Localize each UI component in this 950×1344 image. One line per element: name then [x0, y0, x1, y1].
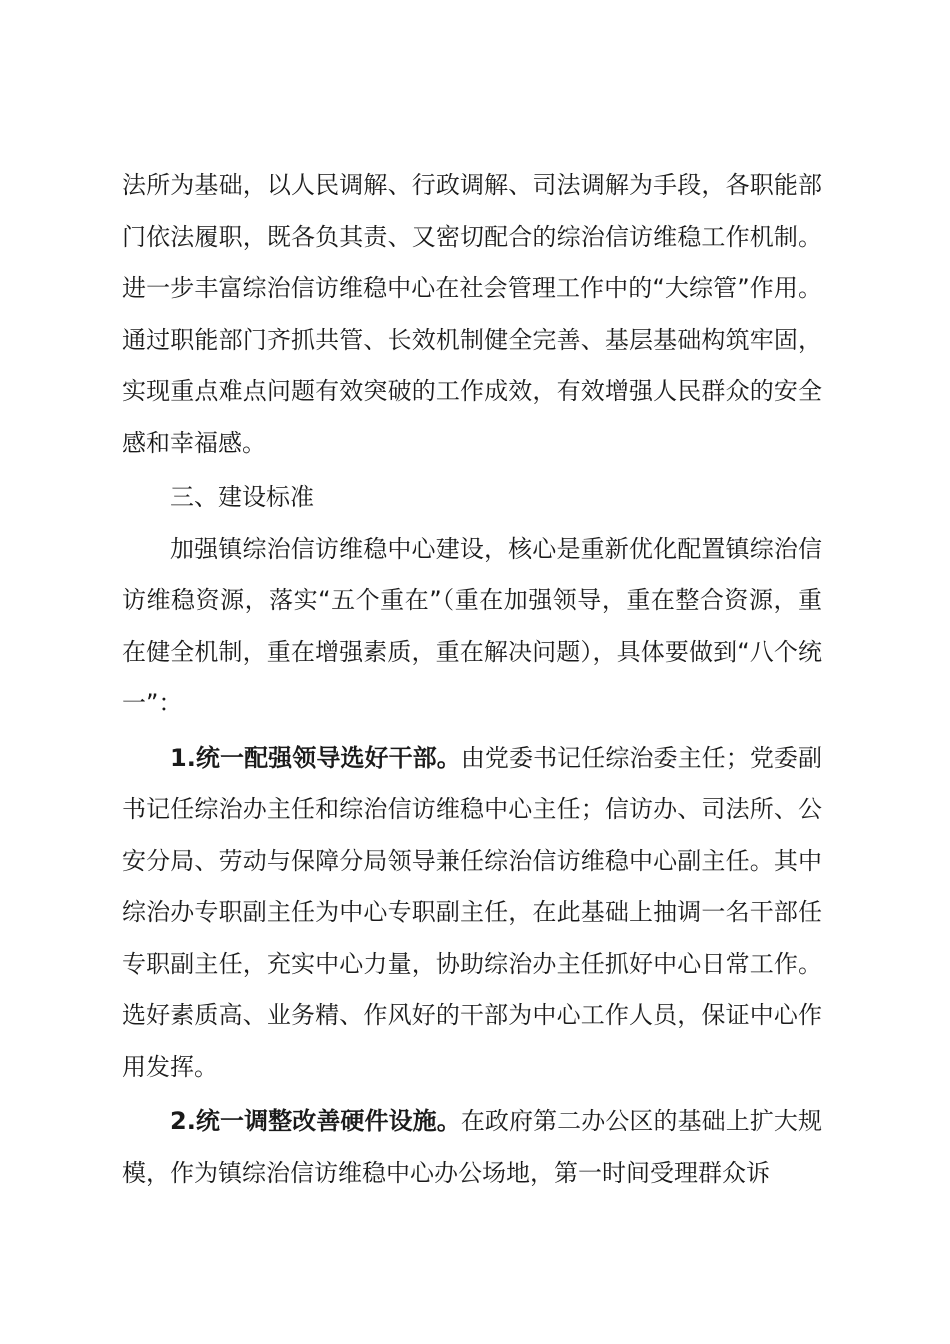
- list-item-1-title: 1.统一配强领导选好干部。: [170, 743, 461, 772]
- document-body: [122, 160, 822, 1199]
- list-item-1-body: 由党委书记任综治委主任；党委副书记任综治办主任和综治信访维稳中心主任；信访办、司法所、公安分局、劳动与保障分局领导兼任综治信访维稳中心副主任。其中综治办专职副主任为中心专职副主任，在此基础上抽调一名干部任专职副主任，充实中心力量，协助综治办主任抓好中心日常工作。选好素质高、业务精、作风好的干部为中心工作人员，保证中心作用发挥。: [122, 743, 822, 1081]
- section-heading: 三、建设标准: [170, 483, 314, 511]
- list-item-2-title: 2.统一调整改善硬件设施。: [170, 1107, 461, 1135]
- list-item-1: [122, 733, 822, 1094]
- list-item-2-body: 在政府第二办公区的基础上扩大规模，作为镇综治信访维稳中心办公场地，第一时间受理群众诉: [122, 1107, 822, 1187]
- paragraph-standards: 加强镇综治信访维稳中心建设，核心是重新优化配置镇综治信访维稳资源，落实“五个重在”（重在加强领导，重在整合资源，重在健全机制，重在增强素质，重在解决问题），具体要做到“八个统一”：: [122, 534, 822, 717]
- paragraph-intro-continuation: 法所为基础，以人民调解、行政调解、司法调解为手段，各职能部门依法履职，既各负其责、又密切配合的综治信访维稳工作机制。进一步丰富综治信访维稳中心在社会管理工作中的“大综管”作用。通过职能部门齐抓共管、长效机制健全完善、基层基础构筑牢固，实现重点难点问题有效突破的工作成效，有效增强人民群众的安全感和幸福感。: [122, 171, 822, 457]
- list-item-2: [122, 1096, 822, 1199]
